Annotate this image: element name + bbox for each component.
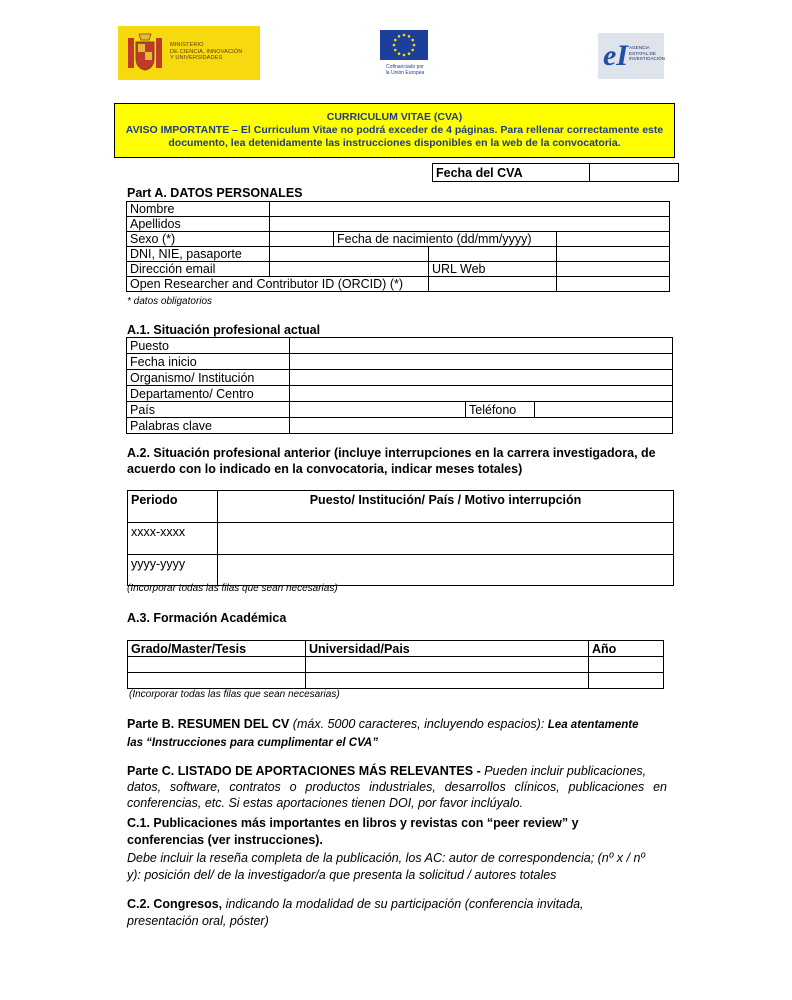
- email-field[interactable]: [270, 262, 429, 277]
- personal-data-table: [126, 201, 670, 292]
- agency-mark-icon: eI: [603, 39, 628, 72]
- notice-title: CURRICULUM VITAE (CVA): [326, 111, 463, 123]
- c1-title: C.1. Publicaciones más importantes en libros y revistas con “peer review” y conferencias (ver instrucciones).: [127, 816, 579, 847]
- c2-title: C.2. Congresos,: [127, 897, 223, 911]
- academic-table: [127, 640, 664, 689]
- part-c-text-2: datos, software, contratos o productos industriales, desarrollos clínicos, publicaciones en: [127, 780, 667, 794]
- dni-extra: [429, 247, 557, 262]
- nombre-field[interactable]: [270, 202, 670, 217]
- nombre-label: Nombre: [127, 202, 270, 217]
- periodo-cell: xxxx-xxxx: [128, 523, 218, 555]
- agency-logo: [598, 33, 664, 79]
- fecha-cva-value[interactable]: [590, 164, 679, 182]
- pais-field[interactable]: [290, 402, 466, 418]
- sexo-label: Sexo (*): [127, 232, 270, 247]
- puesto-field[interactable]: [290, 338, 673, 354]
- fecha-cva-label: Fecha del CVA: [433, 164, 590, 182]
- current-position-table: [126, 337, 673, 434]
- a1-title: A.1. Situación profesional actual: [127, 323, 321, 337]
- a1-row-label: Departamento/ Centro: [127, 386, 290, 402]
- grado-cell[interactable]: [128, 657, 306, 673]
- puesto-cell[interactable]: [218, 523, 674, 555]
- eu-logo: [380, 30, 428, 80]
- palabras-clave-field[interactable]: [290, 418, 673, 434]
- a1-row-label: Fecha inicio: [127, 354, 290, 370]
- a2-note: (Incorporar todas las filas que sean necesarias): [127, 583, 338, 594]
- ministry-name: MINISTERIO DE CIENCIA, INNOVACIÓN Y UNIVERSIDADES: [170, 42, 243, 62]
- col-grado: Grado/Master/Tesis: [128, 641, 306, 657]
- dni-extra-2: [557, 247, 670, 262]
- grado-cell[interactable]: [128, 673, 306, 689]
- c2-text-1: indicando la modalidad de su participación (conferencia invitada,: [222, 897, 584, 911]
- dni-label: DNI, NIE, pasaporte: [127, 247, 270, 262]
- part-a-title: Part A. DATOS PERSONALES: [127, 186, 303, 200]
- ministry-logo: [118, 26, 260, 80]
- universidad-cell[interactable]: [306, 673, 589, 689]
- apellidos-field[interactable]: [270, 217, 670, 232]
- departamento-field[interactable]: [290, 386, 673, 402]
- a1-row-label: Organismo/ Institución: [127, 370, 290, 386]
- orcid-label: Open Researcher and Contributor ID (ORCID) (*): [127, 277, 429, 292]
- email-label: Dirección email: [127, 262, 270, 277]
- a1-row-label: Puesto: [127, 338, 290, 354]
- fecha-cva-table: [432, 163, 679, 182]
- col-anio: Año: [589, 641, 664, 657]
- notice-line-2: documento, lea detenidamente las instrucciones disponibles en la web de la convocatoria.: [168, 137, 621, 149]
- fecha-inicio-field[interactable]: [290, 354, 673, 370]
- c2-text-2: presentación oral, póster): [127, 914, 269, 928]
- universidad-cell[interactable]: [306, 657, 589, 673]
- anio-cell[interactable]: [589, 673, 664, 689]
- part-c-text-3: conferencias, etc. Si estas aportaciones tienen DOI, por favor inclúyalo.: [127, 796, 524, 810]
- col-puesto-motivo: Puesto/ Institución/ País / Motivo interrupción: [218, 491, 674, 523]
- a3-title: A.3. Formación Académica: [127, 611, 287, 625]
- orcid-extra: [557, 277, 670, 292]
- part-c-text-1: Pueden incluir publicaciones,: [484, 764, 647, 778]
- agency-name: AGENCIA ESTATAL DE INVESTIGACIÓN: [629, 45, 665, 62]
- notice-line-1: AVISO IMPORTANTE – El Curriculum Vitae no podrá exceder de 4 páginas. Para rellenar correctamente este: [125, 124, 664, 136]
- apellidos-label: Apellidos: [127, 217, 270, 232]
- c2-section: [127, 896, 667, 930]
- important-notice: [114, 103, 675, 158]
- anio-cell[interactable]: [589, 657, 664, 673]
- a1-row-label: País: [127, 402, 290, 418]
- orcid-field[interactable]: [429, 277, 557, 292]
- eu-caption: Cofinanciado por la Unión Europea: [385, 64, 425, 76]
- part-b-instructions-1: Lea atentamente: [547, 719, 639, 731]
- dni-field[interactable]: [270, 247, 429, 262]
- coat-of-arms-icon: [126, 32, 164, 74]
- a3-note: (Incorporar todas las filas que sean necesarias): [129, 689, 340, 700]
- required-note: * datos obligatorios: [127, 296, 213, 307]
- fecha-nacimiento-label: Fecha de nacimiento (dd/mm/yyyy): [334, 232, 557, 247]
- col-universidad: Universidad/Pais: [306, 641, 589, 657]
- part-b-instructions-2: las “Instrucciones para cumplimentar el CVA”: [127, 737, 378, 749]
- part-c-title: Parte C. LISTADO DE APORTACIONES MÁS RELEVANTES -: [127, 764, 485, 778]
- a1-row-label: Palabras clave: [127, 418, 290, 434]
- telefono-label: Teléfono: [466, 402, 535, 418]
- col-periodo: Periodo: [128, 491, 218, 523]
- part-b-limit: (máx. 5000 caracteres, incluyendo espacios):: [289, 717, 548, 731]
- fecha-nacimiento-field[interactable]: [557, 232, 670, 247]
- part-b-section: [127, 716, 667, 752]
- part-b-title: Parte B. RESUMEN DEL CV: [127, 717, 290, 731]
- a2-title: A.2. Situación profesional anterior (incluye interrupciones en la carrera investigadora, de acuerdo con lo indicado en la convocatoria, indicar meses totales): [127, 446, 656, 476]
- puesto-cell[interactable]: [218, 555, 674, 586]
- periodo-cell: yyyy-yyyy: [128, 555, 218, 586]
- sexo-field[interactable]: [270, 232, 334, 247]
- url-field[interactable]: [557, 262, 670, 277]
- c1-body: Debe incluir la reseña completa de la publicación, los AC: autor de correspondencia; (nº x / nº y): posición del/ de la investigador/a que presenta la solicitud / autores totales: [127, 851, 645, 882]
- url-label: URL Web: [429, 262, 557, 277]
- telefono-field[interactable]: [535, 402, 673, 418]
- eu-flag-icon: [380, 30, 428, 60]
- previous-position-table: [127, 490, 674, 586]
- part-c-section: [127, 763, 667, 811]
- organismo-field[interactable]: [290, 370, 673, 386]
